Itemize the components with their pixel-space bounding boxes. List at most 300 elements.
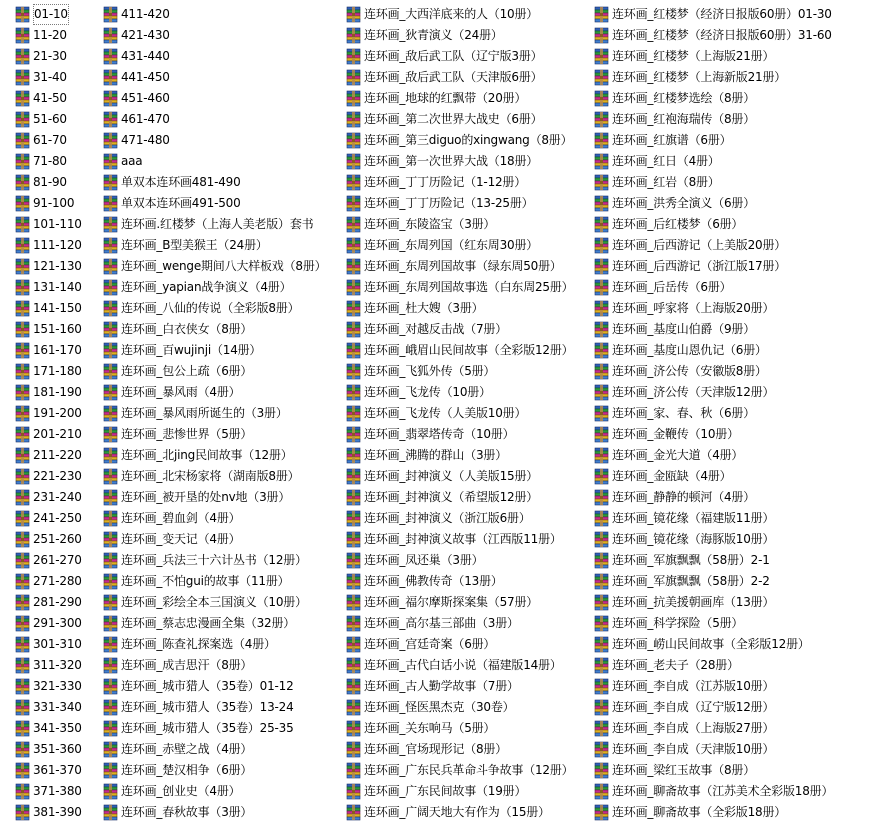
winrar-archive-icon bbox=[14, 90, 31, 107]
file-item[interactable] bbox=[593, 508, 879, 529]
file-item[interactable] bbox=[593, 172, 879, 193]
file-item[interactable] bbox=[102, 655, 342, 676]
file-item-label: 连环画_峨眉山民间故事（全彩版12册） bbox=[364, 343, 574, 357]
file-column-1 bbox=[14, 4, 100, 823]
file-item-label: 41-50 bbox=[33, 91, 67, 105]
file-item[interactable] bbox=[14, 403, 100, 424]
file-item[interactable] bbox=[593, 445, 879, 466]
winrar-archive-icon bbox=[345, 489, 362, 506]
file-item[interactable] bbox=[102, 256, 342, 277]
file-item-label: 单双本连环画491-500 bbox=[121, 196, 241, 210]
file-item[interactable] bbox=[102, 613, 342, 634]
file-item[interactable] bbox=[345, 739, 593, 760]
file-item[interactable] bbox=[345, 760, 593, 781]
winrar-archive-icon bbox=[593, 489, 610, 506]
winrar-archive-icon bbox=[345, 405, 362, 422]
file-item[interactable] bbox=[14, 193, 100, 214]
file-item[interactable] bbox=[593, 340, 879, 361]
file-item[interactable] bbox=[593, 67, 879, 88]
file-item-label: 连环画_北jing民间故事（12册） bbox=[121, 448, 293, 462]
file-item[interactable] bbox=[14, 739, 100, 760]
file-item[interactable] bbox=[14, 277, 100, 298]
file-item-label: 连环画_古代白话小说（福建版14册） bbox=[364, 658, 562, 672]
file-item[interactable] bbox=[593, 424, 879, 445]
file-item[interactable] bbox=[14, 466, 100, 487]
file-item[interactable] bbox=[345, 256, 593, 277]
file-item-label: 261-270 bbox=[33, 553, 82, 567]
file-item-label: 连环画_蔡志忠漫画全集（32册） bbox=[121, 616, 296, 630]
file-item[interactable] bbox=[14, 487, 100, 508]
file-item[interactable] bbox=[593, 214, 879, 235]
file-item[interactable] bbox=[593, 634, 879, 655]
file-item[interactable] bbox=[593, 256, 879, 277]
winrar-archive-icon bbox=[14, 573, 31, 590]
file-item[interactable] bbox=[14, 655, 100, 676]
winrar-archive-icon bbox=[102, 384, 119, 401]
file-item[interactable] bbox=[345, 361, 593, 382]
file-item[interactable] bbox=[345, 697, 593, 718]
file-item-label: 121-130 bbox=[33, 259, 82, 273]
winrar-archive-icon bbox=[102, 804, 119, 821]
file-item[interactable] bbox=[14, 760, 100, 781]
file-item[interactable] bbox=[14, 676, 100, 697]
file-item[interactable] bbox=[102, 382, 342, 403]
file-item[interactable] bbox=[345, 172, 593, 193]
winrar-archive-icon bbox=[593, 27, 610, 44]
file-item[interactable] bbox=[593, 760, 879, 781]
winrar-archive-icon bbox=[593, 342, 610, 359]
file-item[interactable] bbox=[593, 739, 879, 760]
file-item[interactable] bbox=[14, 4, 100, 25]
file-item-label: 连环画_军旗飘飘（58册）2-1 bbox=[612, 553, 770, 567]
file-item[interactable] bbox=[345, 466, 593, 487]
file-item[interactable] bbox=[345, 613, 593, 634]
file-item-label: 连环画_宫廷奇案（6册） bbox=[364, 637, 496, 651]
file-item[interactable] bbox=[593, 529, 879, 550]
winrar-archive-icon bbox=[102, 657, 119, 674]
file-item-label: 371-380 bbox=[33, 784, 82, 798]
file-item[interactable] bbox=[14, 130, 100, 151]
file-item[interactable] bbox=[14, 718, 100, 739]
file-item[interactable] bbox=[345, 655, 593, 676]
file-item[interactable] bbox=[102, 130, 342, 151]
winrar-archive-icon bbox=[593, 321, 610, 338]
file-item[interactable] bbox=[345, 235, 593, 256]
file-item[interactable] bbox=[345, 319, 593, 340]
file-item[interactable] bbox=[102, 592, 342, 613]
file-item-label: 连环画_楚汉相争（6册） bbox=[121, 763, 253, 777]
winrar-archive-icon bbox=[345, 237, 362, 254]
winrar-archive-icon bbox=[593, 552, 610, 569]
file-item-label: 11-20 bbox=[33, 28, 67, 42]
file-item-label: 连环画_丁丁历险记（1-12册） bbox=[364, 175, 527, 189]
winrar-archive-icon bbox=[14, 489, 31, 506]
winrar-archive-icon bbox=[14, 321, 31, 338]
file-item[interactable] bbox=[593, 25, 879, 46]
file-item[interactable] bbox=[102, 466, 342, 487]
file-item[interactable] bbox=[345, 676, 593, 697]
winrar-archive-icon bbox=[593, 426, 610, 443]
file-item-label: 连环画_李自成（上海版27册） bbox=[612, 721, 775, 735]
winrar-archive-icon bbox=[14, 195, 31, 212]
winrar-archive-icon bbox=[102, 153, 119, 170]
file-item[interactable] bbox=[102, 4, 342, 25]
file-item[interactable] bbox=[345, 571, 593, 592]
file-item[interactable] bbox=[14, 88, 100, 109]
file-item[interactable] bbox=[345, 298, 593, 319]
winrar-archive-icon bbox=[14, 762, 31, 779]
file-item[interactable] bbox=[593, 697, 879, 718]
file-item[interactable] bbox=[345, 214, 593, 235]
file-item[interactable] bbox=[345, 46, 593, 67]
file-item-label: 连环画_封神演义（希望版12册） bbox=[364, 490, 539, 504]
winrar-archive-icon bbox=[14, 132, 31, 149]
winrar-archive-icon bbox=[14, 657, 31, 674]
winrar-archive-icon bbox=[345, 636, 362, 653]
winrar-archive-icon bbox=[345, 552, 362, 569]
file-item-label: 连环画_东周列国（红东周30册） bbox=[364, 238, 539, 252]
file-item[interactable] bbox=[345, 88, 593, 109]
file-item[interactable] bbox=[345, 802, 593, 823]
file-item-label: 连环画_广阔天地大有作为（15册） bbox=[364, 805, 550, 819]
file-item[interactable] bbox=[102, 571, 342, 592]
winrar-archive-icon bbox=[102, 363, 119, 380]
file-item[interactable] bbox=[14, 592, 100, 613]
winrar-archive-icon bbox=[593, 573, 610, 590]
file-item-label: 连环画_翡翠塔传奇（10册） bbox=[364, 427, 515, 441]
file-item[interactable] bbox=[345, 4, 593, 25]
file-item-label: 连环画_暴风雨所诞生的（3册） bbox=[121, 406, 288, 420]
file-item-label: 连环画_地球的红飘带（20册） bbox=[364, 91, 527, 105]
file-item[interactable] bbox=[102, 781, 342, 802]
file-item[interactable] bbox=[593, 466, 879, 487]
file-item[interactable] bbox=[102, 676, 342, 697]
winrar-archive-icon bbox=[14, 69, 31, 86]
file-item[interactable] bbox=[14, 697, 100, 718]
file-item[interactable] bbox=[345, 67, 593, 88]
file-item[interactable] bbox=[593, 592, 879, 613]
file-item[interactable] bbox=[593, 4, 879, 25]
file-item-label: 连环画_李自成（辽宁版12册） bbox=[612, 700, 775, 714]
winrar-archive-icon bbox=[345, 342, 362, 359]
file-item[interactable] bbox=[14, 571, 100, 592]
file-item[interactable] bbox=[14, 151, 100, 172]
file-item[interactable] bbox=[345, 403, 593, 424]
file-item[interactable] bbox=[102, 445, 342, 466]
file-item[interactable] bbox=[102, 151, 342, 172]
winrar-archive-icon bbox=[345, 174, 362, 191]
file-item[interactable] bbox=[593, 802, 879, 823]
file-item[interactable] bbox=[14, 424, 100, 445]
file-item-label: aaa bbox=[121, 154, 143, 168]
file-item[interactable] bbox=[345, 529, 593, 550]
file-item-label: 231-240 bbox=[33, 490, 82, 504]
winrar-archive-icon bbox=[102, 48, 119, 65]
winrar-archive-icon bbox=[14, 237, 31, 254]
file-item-label: 连环画_wenge期间八大样板戏（8册） bbox=[121, 259, 327, 273]
winrar-archive-icon bbox=[14, 594, 31, 611]
file-item[interactable] bbox=[593, 676, 879, 697]
file-item-label: 连环画_广东民兵革命斗争故事（12册） bbox=[364, 763, 574, 777]
file-item[interactable] bbox=[345, 277, 593, 298]
winrar-archive-icon bbox=[593, 216, 610, 233]
file-item[interactable] bbox=[593, 109, 879, 130]
file-item[interactable] bbox=[102, 361, 342, 382]
file-item[interactable] bbox=[345, 25, 593, 46]
file-item-label: 连环画_沸腾的群山（3册） bbox=[364, 448, 508, 462]
winrar-archive-icon bbox=[102, 468, 119, 485]
winrar-archive-icon bbox=[345, 783, 362, 800]
winrar-archive-icon bbox=[102, 405, 119, 422]
winrar-archive-icon bbox=[593, 153, 610, 170]
file-item[interactable] bbox=[102, 340, 342, 361]
file-item[interactable] bbox=[345, 130, 593, 151]
file-item[interactable] bbox=[345, 445, 593, 466]
winrar-archive-icon bbox=[345, 741, 362, 758]
file-column-4 bbox=[593, 4, 879, 823]
file-item[interactable] bbox=[14, 46, 100, 67]
file-item[interactable] bbox=[593, 382, 879, 403]
file-item[interactable] bbox=[102, 25, 342, 46]
file-item-label: 连环画_老夫子（28册） bbox=[612, 658, 739, 672]
file-item-label: 连环画_金鞭传（10册） bbox=[612, 427, 739, 441]
file-item-label: 91-100 bbox=[33, 196, 75, 210]
file-item-label: 连环画_成吉思汗（8册） bbox=[121, 658, 253, 672]
file-item[interactable] bbox=[345, 487, 593, 508]
file-item-label: 连环画_后红楼梦（6册） bbox=[612, 217, 744, 231]
file-item[interactable] bbox=[345, 340, 593, 361]
winrar-archive-icon bbox=[14, 153, 31, 170]
file-column-3 bbox=[345, 4, 593, 823]
file-item[interactable] bbox=[102, 487, 342, 508]
winrar-archive-icon bbox=[102, 132, 119, 149]
file-item[interactable] bbox=[14, 550, 100, 571]
winrar-archive-icon bbox=[345, 720, 362, 737]
file-item-label: 281-290 bbox=[33, 595, 82, 609]
file-item[interactable] bbox=[593, 781, 879, 802]
winrar-archive-icon bbox=[345, 258, 362, 275]
file-item[interactable] bbox=[14, 172, 100, 193]
file-item-label: 连环画_狄青演义（24册） bbox=[364, 28, 503, 42]
file-item[interactable] bbox=[593, 88, 879, 109]
file-item[interactable] bbox=[345, 109, 593, 130]
file-item[interactable] bbox=[345, 550, 593, 571]
file-item-label: 311-320 bbox=[33, 658, 82, 672]
file-item[interactable] bbox=[345, 424, 593, 445]
file-item[interactable] bbox=[593, 319, 879, 340]
file-item-label: 连环画_八仙的传说（全彩版8册） bbox=[121, 301, 300, 315]
file-item[interactable] bbox=[14, 214, 100, 235]
file-item[interactable] bbox=[345, 151, 593, 172]
file-item-label: 连环画_杜大嫂（3册） bbox=[364, 301, 484, 315]
file-item[interactable] bbox=[102, 193, 342, 214]
file-item-label: 251-260 bbox=[33, 532, 82, 546]
file-item[interactable] bbox=[14, 445, 100, 466]
file-item-label: 331-340 bbox=[33, 700, 82, 714]
file-item[interactable] bbox=[102, 508, 342, 529]
file-item[interactable] bbox=[14, 298, 100, 319]
file-item[interactable] bbox=[593, 655, 879, 676]
file-item[interactable] bbox=[14, 382, 100, 403]
winrar-archive-icon bbox=[345, 657, 362, 674]
file-item-label: 111-120 bbox=[33, 238, 82, 252]
file-item-label: 431-440 bbox=[121, 49, 170, 63]
winrar-archive-icon bbox=[102, 237, 119, 254]
file-item[interactable] bbox=[14, 802, 100, 823]
winrar-archive-icon bbox=[14, 6, 31, 23]
file-item[interactable] bbox=[14, 67, 100, 88]
file-item[interactable] bbox=[102, 88, 342, 109]
file-item[interactable] bbox=[593, 361, 879, 382]
winrar-archive-icon bbox=[593, 279, 610, 296]
file-item[interactable] bbox=[14, 25, 100, 46]
file-item-label: 连环画_封神演义（人美版15册） bbox=[364, 469, 539, 483]
winrar-archive-icon bbox=[345, 153, 362, 170]
winrar-archive-icon bbox=[14, 510, 31, 527]
winrar-archive-icon bbox=[593, 48, 610, 65]
file-item[interactable] bbox=[593, 130, 879, 151]
file-item[interactable] bbox=[593, 151, 879, 172]
winrar-archive-icon bbox=[345, 804, 362, 821]
file-item[interactable] bbox=[593, 613, 879, 634]
file-item[interactable] bbox=[14, 613, 100, 634]
winrar-archive-icon bbox=[345, 531, 362, 548]
file-item[interactable] bbox=[102, 67, 342, 88]
file-item-label: 连环画_李自成（江苏版10册） bbox=[612, 679, 775, 693]
file-item[interactable] bbox=[593, 571, 879, 592]
file-item[interactable] bbox=[102, 550, 342, 571]
file-item[interactable] bbox=[102, 634, 342, 655]
winrar-archive-icon bbox=[102, 279, 119, 296]
winrar-archive-icon bbox=[14, 363, 31, 380]
file-item[interactable] bbox=[14, 508, 100, 529]
file-item[interactable] bbox=[14, 634, 100, 655]
file-item-label: 连环画_赤壁之战（4册） bbox=[121, 742, 253, 756]
file-item-label: 连环画_红旗谱（6册） bbox=[612, 133, 732, 147]
file-item[interactable] bbox=[345, 508, 593, 529]
winrar-archive-icon bbox=[102, 342, 119, 359]
file-item[interactable] bbox=[345, 634, 593, 655]
file-item-label: 361-370 bbox=[33, 763, 82, 777]
file-item-label: 连环画_佛教传奇（13册） bbox=[364, 574, 503, 588]
winrar-archive-icon bbox=[102, 531, 119, 548]
file-item[interactable] bbox=[14, 361, 100, 382]
file-item-label: 连环画_崂山民间故事（全彩版12册） bbox=[612, 637, 810, 651]
file-item-label: 71-80 bbox=[33, 154, 67, 168]
file-item[interactable] bbox=[102, 172, 342, 193]
file-item[interactable] bbox=[345, 382, 593, 403]
winrar-archive-icon bbox=[14, 783, 31, 800]
winrar-archive-icon bbox=[345, 384, 362, 401]
file-item-label: 连环画_凤还巢（3册） bbox=[364, 553, 484, 567]
file-item[interactable] bbox=[14, 340, 100, 361]
winrar-archive-icon bbox=[14, 405, 31, 422]
file-item[interactable] bbox=[593, 403, 879, 424]
file-item-label: 连环画_飞龙传（人美版10册） bbox=[364, 406, 527, 420]
file-item-label: 连环画_兵法三十六计丛书（12册） bbox=[121, 553, 307, 567]
file-item-label: 连环画_红楼梦选绘（8册） bbox=[612, 91, 756, 105]
file-item-label: 连环画_第二次世界大战史（6册） bbox=[364, 112, 543, 126]
file-item-label: 连环画_后岳传（6册） bbox=[612, 280, 732, 294]
file-item-label: 201-210 bbox=[33, 427, 82, 441]
winrar-archive-icon bbox=[102, 6, 119, 23]
winrar-archive-icon bbox=[14, 27, 31, 44]
file-item-label: 411-420 bbox=[121, 7, 170, 21]
file-item[interactable] bbox=[14, 781, 100, 802]
file-item[interactable] bbox=[593, 718, 879, 739]
file-item[interactable] bbox=[593, 550, 879, 571]
file-item[interactable] bbox=[345, 718, 593, 739]
winrar-archive-icon bbox=[102, 510, 119, 527]
winrar-archive-icon bbox=[345, 321, 362, 338]
file-item[interactable] bbox=[102, 760, 342, 781]
file-item-label: 连环画_彩绘全本三国演义（10册） bbox=[121, 595, 307, 609]
file-item[interactable] bbox=[102, 319, 342, 340]
winrar-archive-icon bbox=[593, 111, 610, 128]
winrar-archive-icon bbox=[345, 300, 362, 317]
winrar-archive-icon bbox=[102, 573, 119, 590]
file-item-label: 141-150 bbox=[33, 301, 82, 315]
file-item[interactable] bbox=[345, 781, 593, 802]
file-item-label: 连环画_不怕gui的故事（11册） bbox=[121, 574, 290, 588]
file-item[interactable] bbox=[593, 298, 879, 319]
file-item[interactable] bbox=[14, 235, 100, 256]
file-item-label: 连环画_洪秀全演义（6册） bbox=[612, 196, 756, 210]
file-item[interactable] bbox=[102, 718, 342, 739]
file-item[interactable] bbox=[593, 235, 879, 256]
file-item[interactable] bbox=[102, 109, 342, 130]
file-item[interactable] bbox=[14, 529, 100, 550]
file-item-label: 连环画_城市猎人（35卷）25-35 bbox=[121, 721, 294, 735]
winrar-archive-icon bbox=[14, 48, 31, 65]
file-item-label: 连环画_红日（4册） bbox=[612, 154, 720, 168]
file-item[interactable] bbox=[102, 424, 342, 445]
file-item-label: 301-310 bbox=[33, 637, 82, 651]
file-item-label: 连环画_城市猎人（35卷）13-24 bbox=[121, 700, 294, 714]
file-item[interactable] bbox=[102, 529, 342, 550]
file-item[interactable] bbox=[102, 277, 342, 298]
winrar-archive-icon bbox=[593, 531, 610, 548]
file-item[interactable] bbox=[14, 319, 100, 340]
file-item[interactable] bbox=[593, 46, 879, 67]
file-item[interactable] bbox=[102, 739, 342, 760]
file-item-label: 211-220 bbox=[33, 448, 82, 462]
file-item[interactable] bbox=[593, 277, 879, 298]
file-item-label: 连环画_官场现形记（8册） bbox=[364, 742, 508, 756]
file-item[interactable] bbox=[14, 256, 100, 277]
file-item[interactable] bbox=[345, 193, 593, 214]
file-item[interactable] bbox=[593, 487, 879, 508]
file-item-label: 连环画_碧血剑（4册） bbox=[121, 511, 241, 525]
file-item[interactable] bbox=[102, 802, 342, 823]
file-item-label: 连环画_悲惨世界（5册） bbox=[121, 427, 253, 441]
file-item[interactable] bbox=[345, 592, 593, 613]
file-item-label: 461-470 bbox=[121, 112, 170, 126]
file-item[interactable] bbox=[102, 235, 342, 256]
winrar-archive-icon bbox=[102, 783, 119, 800]
file-item[interactable] bbox=[102, 697, 342, 718]
file-item[interactable] bbox=[102, 46, 342, 67]
winrar-archive-icon bbox=[593, 678, 610, 695]
file-item[interactable] bbox=[102, 298, 342, 319]
file-item[interactable] bbox=[593, 193, 879, 214]
winrar-archive-icon bbox=[345, 594, 362, 611]
file-column-2 bbox=[102, 4, 342, 823]
file-item[interactable] bbox=[102, 403, 342, 424]
file-item-label: 连环画_封神演义（浙江版6册） bbox=[364, 511, 531, 525]
file-item[interactable] bbox=[14, 109, 100, 130]
file-item[interactable] bbox=[102, 214, 342, 235]
